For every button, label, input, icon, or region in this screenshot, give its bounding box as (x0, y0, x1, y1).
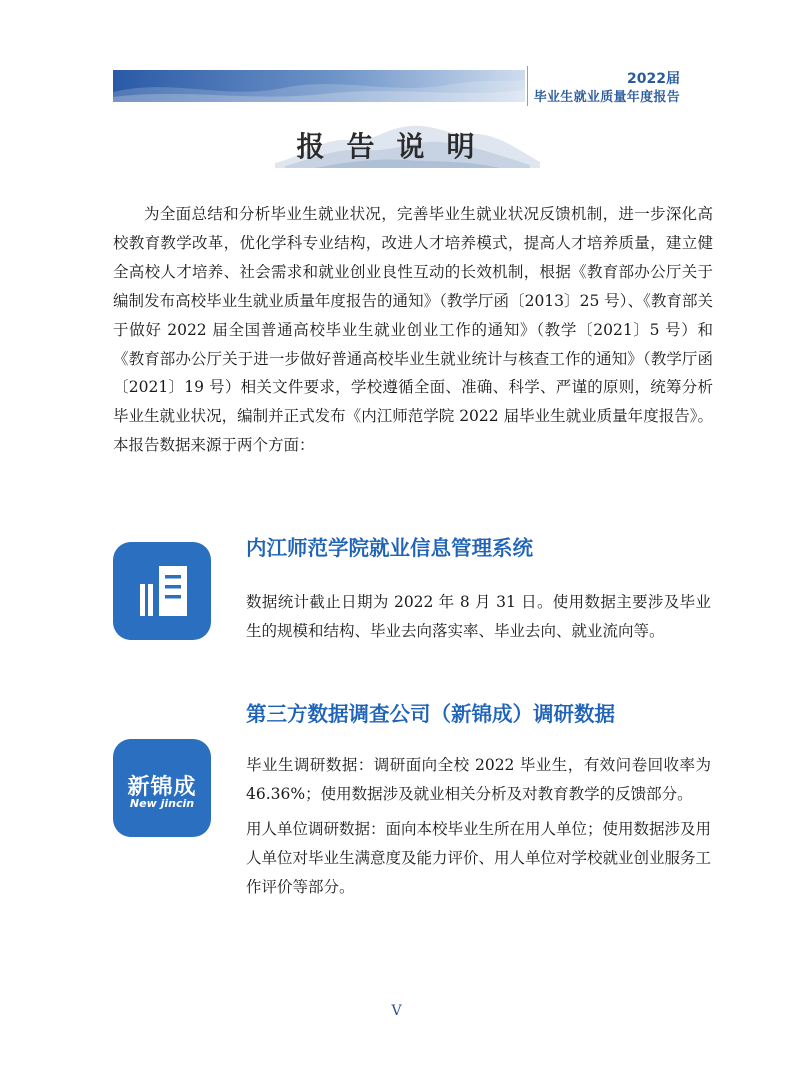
page-number: V (391, 1003, 402, 1019)
xinjincheng-logo (113, 739, 211, 837)
page-title: 报告说明 (296, 130, 497, 163)
source-2-heading: 第三方数据调查公司（新锦成）调研数据 (246, 702, 615, 726)
source-2-body-line-1: 毕业生调研数据：调研面向全校 2022 毕业生，有效问卷回收率为 46.36%；使用数据涉及就业相关分析及对教育教学的反馈部分。 (246, 756, 711, 803)
logo-subtext: New jincin (129, 797, 195, 810)
header-year: 2022届 (627, 71, 680, 87)
logo-text: 新锦成 (127, 775, 197, 800)
header-title: 毕业生就业质量年度报告 (533, 90, 680, 105)
source-1-heading: 内江师范学院就业信息管理系统 (246, 536, 533, 560)
building-icon (113, 542, 211, 640)
header-banner (113, 70, 525, 102)
source-1-body: 数据统计截止日期为 2022 年 8 月 31 日。使用数据主要涉及毕业生的规模和结构、毕业去向落实率、毕业去向、就业流向等。 (246, 593, 711, 640)
header-divider (527, 66, 528, 106)
source-2-body-line-2: 用人单位调研数据：面向本校毕业生所在用人单位；使用数据涉及用人单位对毕业生满意度及能力评价、用人单位对学校就业创业服务工作评价等部分。 (246, 820, 712, 896)
intro-paragraph: 为全面总结和分析毕业生就业状况，完善毕业生就业状况反馈机制，进一步深化高校教育教学改革，优化学科专业结构，改进人才培养模式，提高人才培养质量，建立健全高校人才培养、社会需求和就业创业良性互动的长效机制，根据《教育部办公厅关于编制发布高校毕业生就业质量年度报告的通知》（教学厅函〔2013〕25 号）、《教育部关于做好 2022 届全国普通高校毕业生就业创业工作的通知》（教学〔2021〕5 号）和《教育部办公厅关于进一步做好普通高校毕业生就业统计与核查工作的通知》（教学厅函〔2021〕19 号）相关文件要求，学校遵循全面、准确、科学、严谨的原则，统筹分析毕业生就业状况，编制并正式发布《内江师范学院 2022 届毕业生就业质量年度报告》。本报告数据来源于两个方面： (113, 205, 713, 455)
